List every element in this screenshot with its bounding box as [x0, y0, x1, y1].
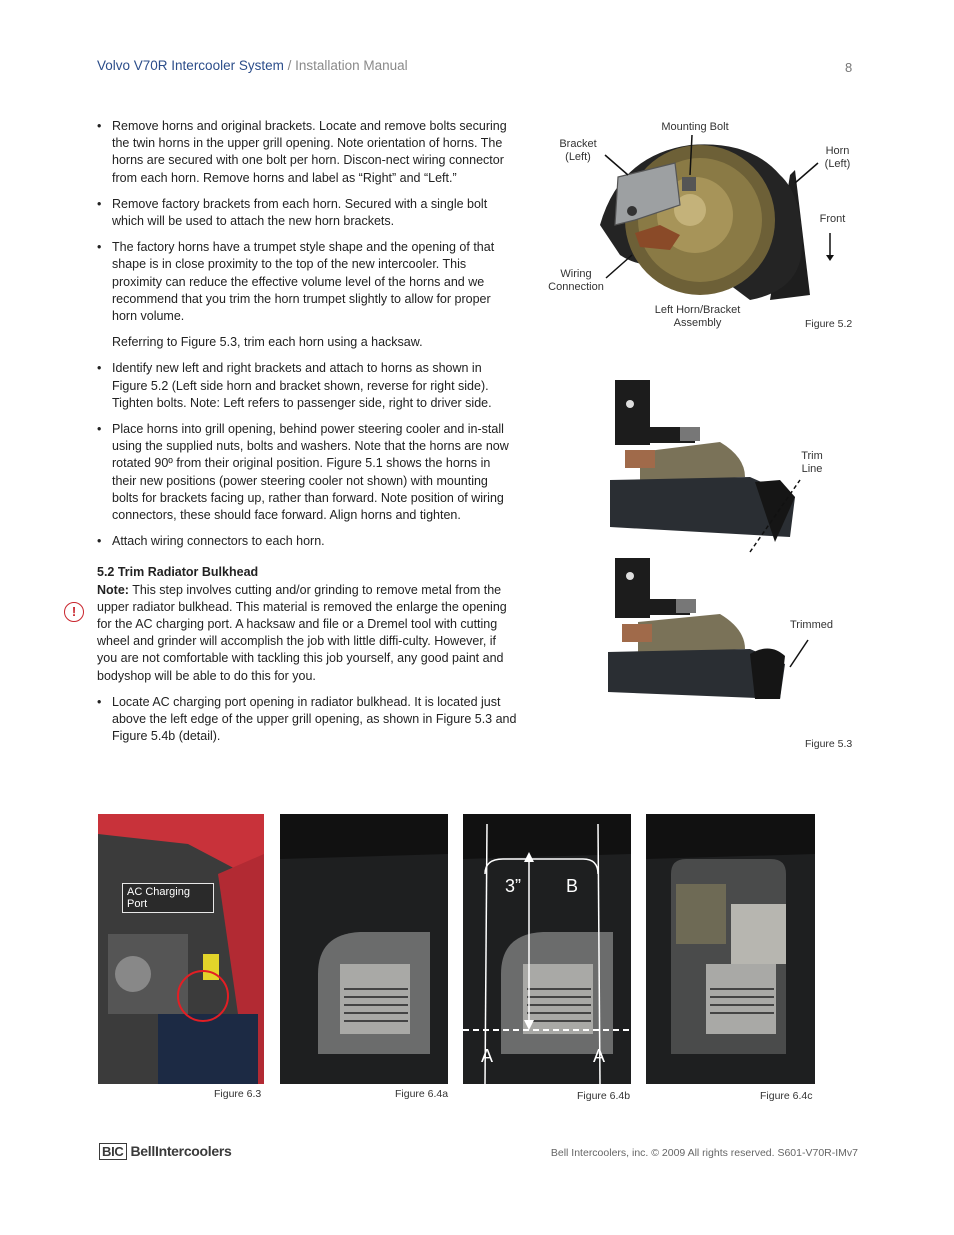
figure-5-2: [540, 115, 870, 335]
manual-subtitle: Installation Manual: [295, 58, 408, 73]
note-label: Note:: [97, 582, 129, 597]
wiring-connection-label: Wiring Connection: [548, 268, 604, 293]
bracket-label: Bracket (Left): [559, 138, 597, 163]
figure-6-4b-photo: [463, 814, 631, 1084]
instruction-bullet: • Place horns into grill opening, behind power steering cooler and in-stall using the supplied nuts, bolts and washers. Note that the horns are now rotated 90º from their original position. Figure 5.1 shows the horns in their new positions (power steering cooler not shown) with mounting bolts for brackets facing up, rather than forward. Note position of wiring connectors, these should face forward. Align horns and tighten.: [97, 422, 509, 523]
trimmed-label: Trimmed: [790, 619, 833, 631]
manual-title: Volvo V70R Intercooler System: [97, 58, 284, 73]
figure-5-3: [600, 372, 870, 757]
instruction-bullet: • Locate AC charging port opening in radiator bulkhead. It is located just above the left edge of the upper grill opening, as shown in Figure 5.3 and Figure 5.4b (detail).: [97, 694, 517, 744]
figure-caption: Figure 6.4b: [577, 1090, 631, 1102]
instruction-bullet: • The factory horns have a trumpet style shape and the opening of that shape is in close proximity to the top of the new intercooler. This proximity can reduce the effective volume level of the horns and we recommend that you trim the horn trumpet slightly to allow for proper horn volume.: [97, 240, 495, 324]
trimmed-indicator: [600, 622, 870, 722]
bic-logo-mark: BIC: [99, 1143, 127, 1160]
instruction-bullet: • Identify new left and right brackets and attach to horns as shown in Figure 5.2 (Left side horn and bracket shown, reverse for right side). Tighten bolts. Note: Left refers to passenger side, right to driver side.: [97, 361, 492, 410]
ac-charging-port-label: AC Charging Port: [122, 883, 214, 913]
warning-icon: !: [64, 602, 84, 622]
bell-intercoolers-logo: [99, 1143, 232, 1160]
point-a-left-label: A: [481, 1046, 494, 1066]
refer-paragraph: Referring to Figure 5.3, trim each horn using a hacksaw.: [112, 335, 423, 350]
dimension-3in-label: 3”: [505, 876, 522, 896]
mounting-bolt-label: Mounting Bolt: [661, 121, 729, 133]
instructions-column: [97, 118, 517, 755]
figure-6-3-photo: [98, 814, 264, 1084]
figure-caption: Figure 6.3: [214, 1088, 262, 1100]
point-b-label: B: [566, 876, 579, 896]
document-header: [97, 58, 408, 73]
page-number: 8: [845, 60, 853, 75]
instruction-bullet: • Remove horns and original brackets. Locate and remove bolts securing the twin horns in the upper grill opening. Note orientation of horns. The horns are secured with one bolt per horn. Discon-nect wiring connector from each horn. Remove horns and label as “Right” and “Left.”: [97, 119, 507, 185]
copyright-text: Bell Intercoolers, inc. © 2009 All rights reserved. S601-V70R-IMv7: [550, 1147, 858, 1159]
title-separator: /: [283, 58, 296, 73]
instruction-bullet: • Attach wiring connectors to each horn.: [97, 534, 325, 549]
note-paragraph: [97, 582, 517, 685]
front-label: Front: [819, 213, 846, 225]
figure-caption: Figure 5.3: [805, 738, 853, 750]
assembly-label: Left Horn/Bracket Assembly: [654, 304, 741, 329]
figure-6-4a-photo: [280, 814, 448, 1084]
figure-caption: Figure 6.4c: [760, 1090, 813, 1102]
figure-caption: Figure 5.2: [805, 318, 853, 330]
logo-wordmark: BellIntercoolers: [130, 1143, 232, 1159]
horn-label: Horn (Left): [824, 145, 851, 170]
figure-caption: Figure 6.4a: [395, 1088, 449, 1100]
figure-6-4c-photo: [646, 814, 815, 1084]
trim-line-label: Trim Line: [801, 450, 823, 475]
instruction-bullet: • Remove factory brackets from each horn. Secured with a single bolt which will be used to attach the new horn brackets.: [97, 196, 488, 229]
note-text: This step involves cutting and/or grinding to remove metal from the upper radiator bulkhead. This material is removed the enlarge the opening for the AC charging port. A hacksaw and file or a Dremel tool with cutting wheel and grinder will accomplish the job with little diffi-culty. However, if you are not comfortable with tackling this job yourself, any good paint and bodyshop will be able to do this for you.: [97, 582, 507, 683]
point-a-right-label: A: [593, 1046, 606, 1066]
section-title: 5.2 Trim Radiator Bulkhead: [97, 565, 259, 580]
